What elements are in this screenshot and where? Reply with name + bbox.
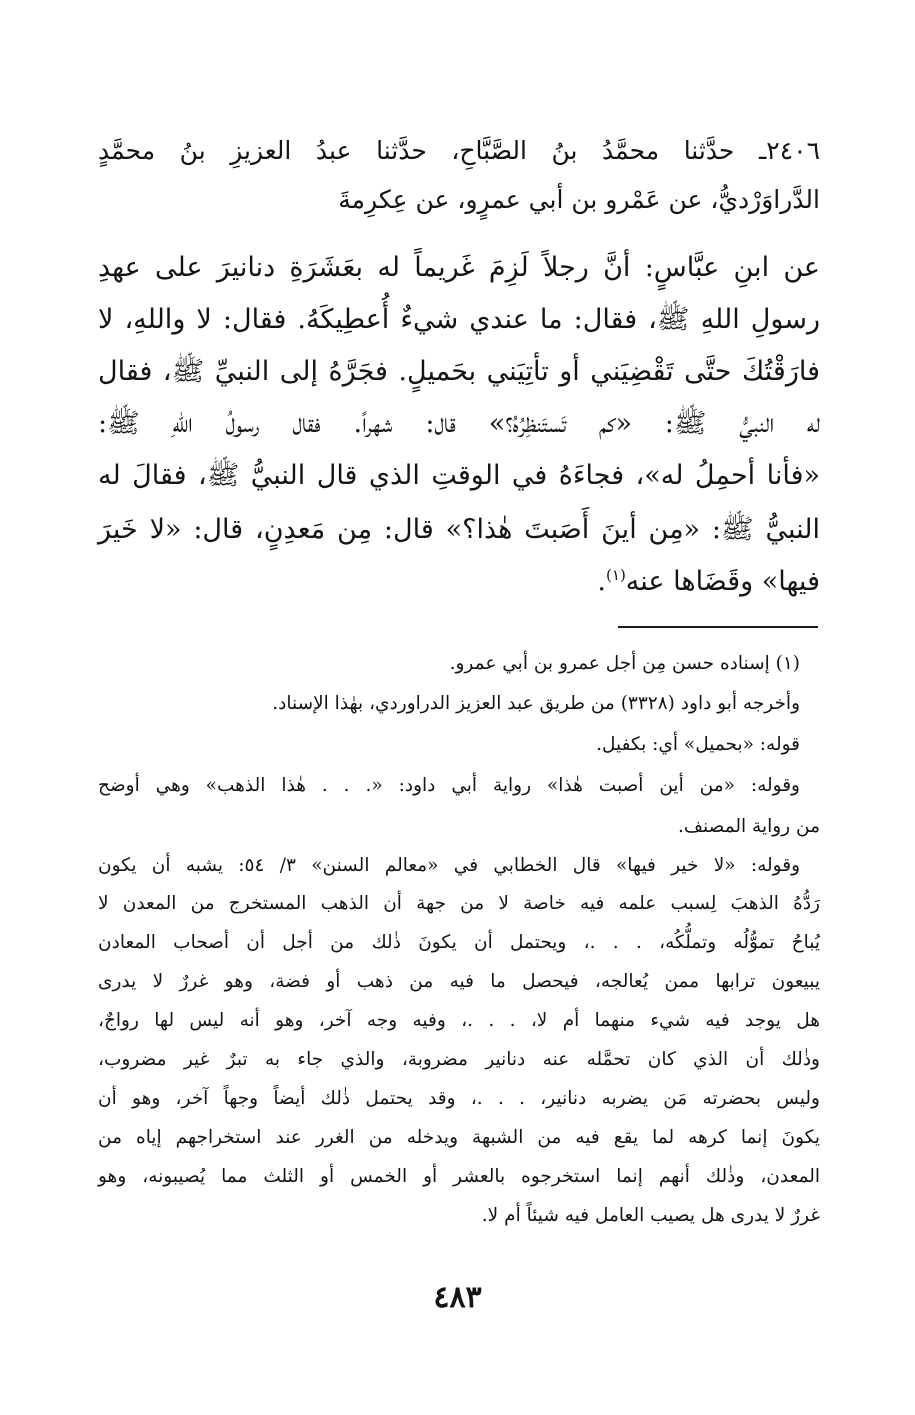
matn-text: فيها» وقَضَاها عنه [625,566,820,597]
footnote-line: وقوله: «من أين أصبت هٰذا» رواية أبي داود: «. . . هٰذا الذهب» وهي أوضح [98,775,800,796]
footnote-line: وأخرجه أبو داود (٣٣٢٨) من طريق عبد العزيز الدراوردي، بهٰذا الإسناد. [272,693,800,714]
matn-line: عن ابنِ عبَّاسٍ: أنَّ رجلاً لَزِمَ غَريماً له بعَشَرَةِ دنانيرَ على عهدِ [98,252,820,283]
footnote-line: يكونَ إنما كرهه لما يقع فيه من الشبهة ويدخله من الغرر عند استخراجهم إياه من [98,1127,820,1148]
page-number: ٤٨٣ [433,1280,482,1315]
matn-line: فارَقْتُكَ حتَّى تَقْضِيَني أو تأتِيَني بحَميلٍ. فجَرَّهُ إلى النبيِّ ﷺ، فقال [98,356,820,387]
footnote-line: قوله: «بحميل» أي: بكفيل. [596,734,800,755]
footnote-line: من رواية المصنف. [678,816,820,837]
footnote-line: وليس بحضرته مَن يضربه دنانير، . . .، وقد يحتمل ذٰلك أيضاً وجهاً آخر، وهو أن [98,1088,820,1109]
footnote-line: هل يوجد فيه شيء منهما أم لا، . . .، وفيه وجه آخر، وهو أنه ليس لها رواجٌ، [98,1010,820,1031]
footnote-line: رَدُّهُ الذهبَ لِسبب علمه فيه خاصة لا من جهة أن الذهب المستخرج من المعدن لا [98,893,820,914]
footnote-line: (١) إسناده حسن مِن أجل عمرو بن أبي عمرو. [449,653,800,674]
matn-line: رسولِ اللهِ ﷺ، فقال: ما عندي شيءٌ أُعطِيكَهُ. فقال: لا واللهِ، لا [98,304,820,335]
matn-last-line [98,562,820,602]
footnote-line: غررٌ لا يدرى هل يصيب العامل فيه شيئاً أم لا. [481,1205,820,1226]
matn-line: «فأنا أحمِلُ له»، فجاءَهُ في الوقتِ الذي قال النبيُّ ﷺ، فقالَ له [98,460,820,491]
footnote-line: المعدن، وذٰلك أنهم إنما استخرجوه بالعشر أو الخمس أو الثلث مما يُصيبونه، وهو [98,1166,820,1187]
isnad-line: الدَّراوَرْديُّ، عن عَمْرو بن أبي عمرٍو، عن عِكرِمةَ [338,185,820,214]
matn-line: له النبيُّ ﷺ: «كم تَستَنظِرُهُ؟» قال: شهراً. فقال رسولُ اللهِ ﷺ: [98,408,820,439]
footnote-line: يُباحُ تموُّلُه وتملُّكُه، . . .، ويحتمل أن يكونَ ذٰلك من أجل أن أصحاب المعادن [98,932,820,953]
period: . [597,566,607,597]
footnote-line: وذٰلك أن الذي كان تحمَّله عنه دنانير مضروبة، والذي جاء به تبرٌ غير مضروب، [98,1049,820,1070]
isnad-line: ٢٤٠٦ـ حدَّثنا محمَّدُ بنُ الصَّبَّاحِ، حدَّثنا عبدُ العزيزِ بنُ محمَّدٍ [98,136,820,165]
footnote-line: يبيعون ترابها ممن يُعالجه، فيحصل ما فيه من ذهب أو فضة، وهو غررٌ لا يدرى [98,971,820,992]
footnote-line: وقوله: «لا خير فيها» قال الخطابي في «معالم السنن» ٣/ ٥٤: يشبه أن يكون [98,855,801,876]
footnote-separator [618,626,818,628]
matn-line: النبيُّ ﷺ: «مِن أينَ أَصَبتَ هٰذا؟» قال: مِن مَعدِنٍ، قال: «لا خَيرَ [98,514,820,545]
footnote-marker: (١) [606,566,626,584]
